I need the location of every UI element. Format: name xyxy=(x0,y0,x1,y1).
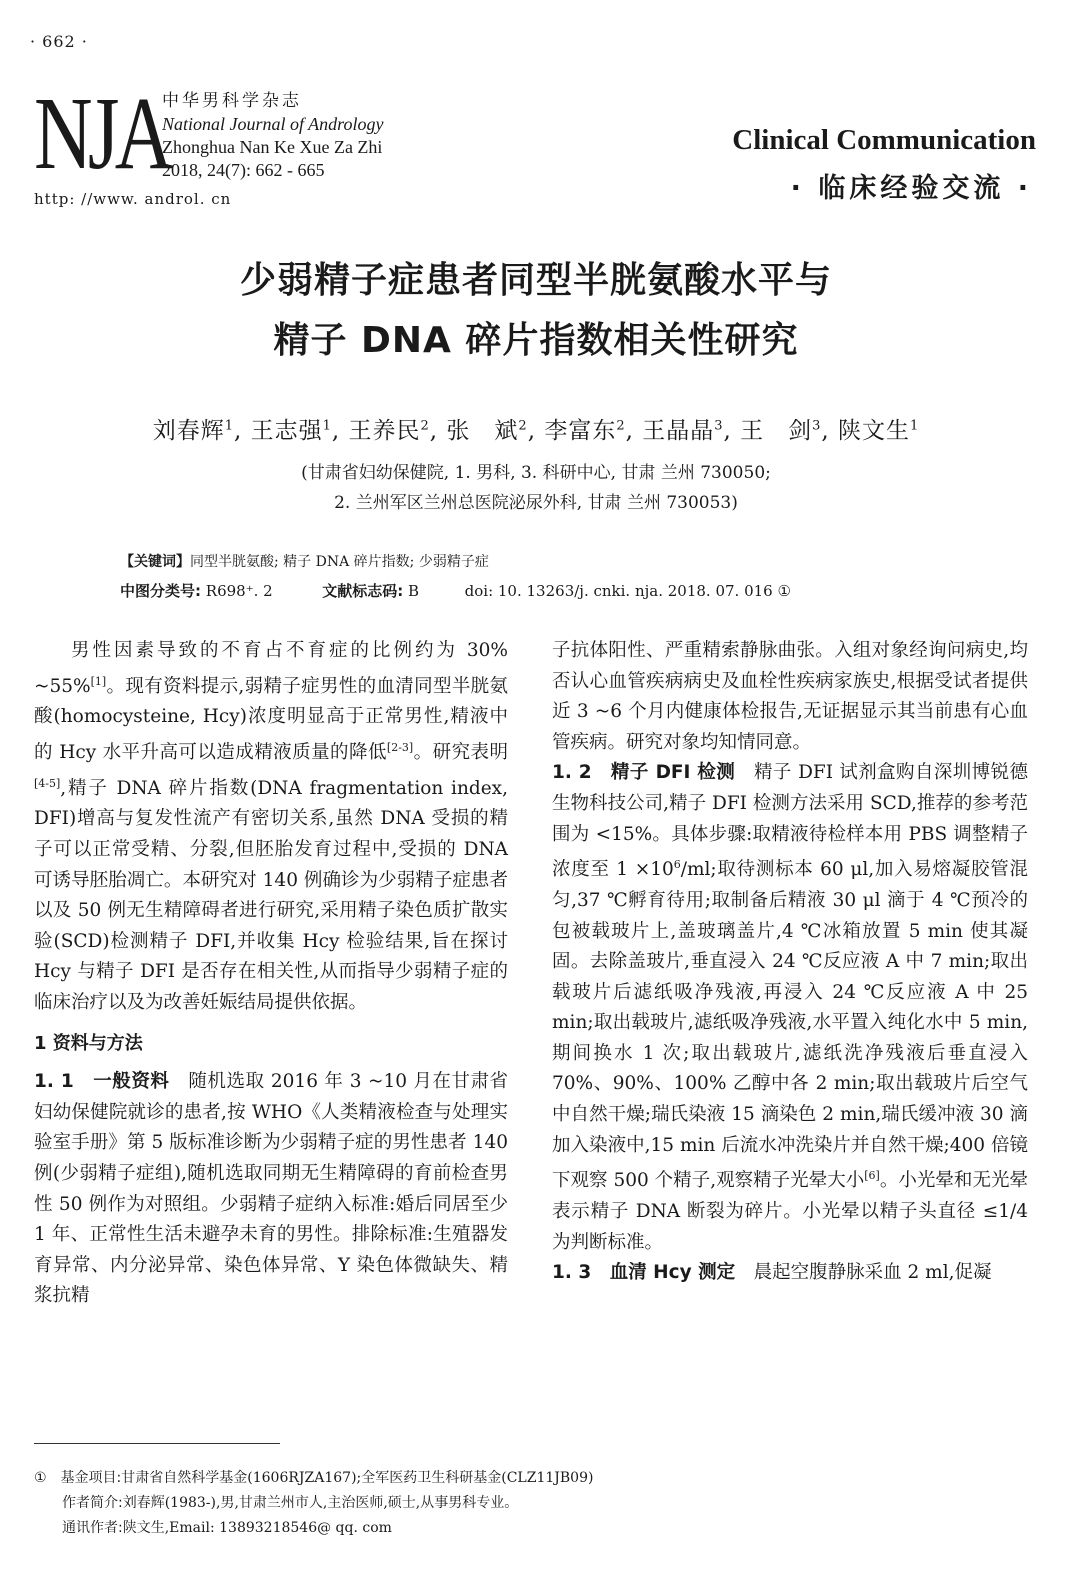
citation-ref: [6] xyxy=(864,1169,880,1183)
clc-value: R698⁺. 2 xyxy=(205,582,273,600)
author: 王 剑$^3$ xyxy=(740,418,822,444)
footnote-divider xyxy=(34,1443,280,1444)
intro-paragraph: 男性因素导致的不育占不育症的比例约为 30% ~55%[1]。现有资料提示,弱精子症男性的血清同型半胱氨酸(homocysteine, Hcy)浓度明显高于正常男性,精液中的 Hcy 水平升高可以造成精液质量的降低[2-3]。研究表明[4-5],精子 DNA 碎片指数(DNA fragmentation index, DFI)增高与复发性流产有密切关系,虽然 DNA 受损的精子可以正常受精、分裂,但胚胎发育过程中,受损的 DNA 可诱导胚胎凋亡。本研究对 140 例确诊为少弱精子症患者以及 50 例无生精障碍者进行研究,采用精子染色质扩散实验(SCD)检测精子 DFI,并收集 Hcy 检验结果,旨在探讨 Hcy 与精子 DFI 是否存在相关性,从而指导少弱精子症的临床治疗以及为改善妊娠结局提供依据。 xyxy=(34,640,508,1013)
citation-ref: [1] xyxy=(90,674,107,688)
journal-citation: 2018, 24(7): 662 - 665 xyxy=(162,160,325,180)
affiliation-line1: (甘肃省妇幼保健院, 1. 男科, 3. 科研中心, 甘肃 兰州 730050; xyxy=(301,463,771,483)
journal-name-en: National Journal of Andrology xyxy=(162,114,384,134)
author: 刘春辉$^1$ xyxy=(152,418,234,444)
doc-code-value: B xyxy=(408,582,420,600)
page-number: · 662 · xyxy=(30,32,88,51)
journal-url[interactable]: http: //www. androl. cn xyxy=(34,190,232,208)
section-label-en: Clinical Communication xyxy=(732,124,1036,156)
footnote-contact: 通讯作者:陕文生,Email: 13893218546@ qq. com xyxy=(62,1520,392,1536)
keywords-text: 同型半胱氨酸; 精子 DNA 碎片指数; 少弱精子症 xyxy=(190,554,489,570)
keywords xyxy=(120,551,489,571)
section-1-1-continued: 子抗体阳性、严重精索静脉曲张。入组对象经询问病史,均否认心血管疾病病史及血栓性疾病家族史,根据受试者提供近 3 ~6 个月内健康体检报告,无证据显示其当前患有心血管疾病。研究对象均知情同意。 xyxy=(552,640,1028,753)
footnote-fund: ① 基金项目:甘肃省自然科学基金(1606RJZA167);全军医药卫生科研基金(CLZ11JB09) xyxy=(34,1470,594,1486)
author: 陕文生$^1$ xyxy=(838,418,920,444)
subsection-heading: 1. 3 血清 Hcy 测定 xyxy=(552,1262,736,1284)
author: 张 斌$^2$ xyxy=(446,418,528,444)
journal-name-cn: 中华男科学杂志 xyxy=(162,91,302,111)
journal-info xyxy=(162,90,384,182)
article-title-line1: 少弱精子症患者同型半胱氨酸水平与 xyxy=(239,260,832,301)
journal-name-pinyin: Zhonghua Nan Ke Xue Za Zhi xyxy=(162,137,383,157)
author: 王养民$^2$ xyxy=(348,418,430,444)
author: 李富东$^2$ xyxy=(544,418,626,444)
doc-code-label: 文献标志码: xyxy=(322,582,404,600)
section-1-2: 1. 2 精子 DFI 检测 精子 DFI 试剂盒购自深圳博锐德生物科技公司,精子 DFI 检测方法采用 SCD,推荐的参考范围为 <15%。具体步骤:取精液待检样本用 PBS 调整精子浓度至 $1 \times 10^6/ml$;取待测标本 60 μl,加入易熔凝胶管混匀,37 ℃孵育待用;取制备后精液 30 μl 滴于 4 ℃预冷的包被载玻片上,盖玻璃盖片,4 ℃冰箱放置 5 min 使其凝固。去除盖玻片,垂直浸入 24 ℃反应液 A 中 7 min;取出载玻片后滤纸吸净残液,再浸入 24 ℃反应液 A 中 25 min;取出载玻片,滤纸吸净残液,水平置入纯化水中 5 min,期间换水 1 次;取出载玻片,滤纸洗净残液后垂直浸入 70%、90%、100% 乙醇中各 2 min;取出载玻片后空气中自然干燥;瑞氏染液 15 滴染色 2 min,瑞氏缓冲液 30 滴加入染液中,15 min 后流水冲洗染片并自然干燥;400 倍镜下观察 500 个精子,观察精子光晕大小[6]。小光晕和无光晕表示精子 DNA 断裂为碎片。小光晕以精子头直径 ≤1/4 为判断标准。 xyxy=(552,762,1028,1253)
section-1-1: 1. 1 一般资料 随机选取 2016 年 3 ~10 月在甘肃省妇幼保健院就诊的患者,按 WHO《人类精液检查与处理实验室手册》第 5 版标准诊断为少弱精子症的男性患者 140 例(少弱精子症组),随机选取同期无生精障碍的育前检查男性 50 例作为对照组。少弱精子症纳入标准:婚后同居至少 1 年、正常性生活未避孕未育的男性。排除标准:生殖器发育异常、内分泌异常、染色体异常、Y 染色体微缺失、精浆抗精 xyxy=(34,1071,509,1307)
footnote-author: 作者简介:刘春辉(1983-),男,甘肃兰州市人,主治医师,硕士,从事男科专业。 xyxy=(62,1495,519,1511)
footnotes xyxy=(34,1466,593,1541)
left-column xyxy=(34,636,508,1312)
subsection-heading: 1. 2 精子 DFI 检测 xyxy=(552,762,736,784)
article-title-line2: 精子 DNA 碎片指数相关性研究 xyxy=(273,320,799,361)
author: 王志强$^1$ xyxy=(250,418,332,444)
affiliation-line2: 2. 兰州军区兰州总医院泌尿外科, 甘肃 兰州 730053) xyxy=(334,493,738,513)
author: 王晶晶$^3$ xyxy=(642,418,724,444)
subsection-heading: 1. 1 一般资料 xyxy=(34,1071,170,1093)
section-label-cn: · 临床经验交流 · xyxy=(790,173,1032,204)
journal-logo: NJA xyxy=(34,76,169,191)
citation-ref: [2-3] xyxy=(386,740,414,754)
right-column xyxy=(552,636,1028,1289)
classification-line xyxy=(120,580,791,601)
section-heading-methods: 1 资料与方法 xyxy=(34,1032,143,1054)
keywords-label: 【关键词】 xyxy=(120,554,190,570)
doi: doi: 10. 13263/j. cnki. nja. 2018. 07. 016 ① xyxy=(464,582,791,600)
author-list: 刘春辉$^1$, 王志强$^1$, 王养民$^2$, 张 斌$^2$, 李富东$^2$, 王晶晶$^3$, 王 剑$^3$, 陕文生$^1$ xyxy=(152,418,920,444)
section-1-3: 1. 3 血清 Hcy 测定 晨起空腹静脉采血 2 ml,促凝 xyxy=(552,1262,992,1284)
clc-label: 中图分类号: xyxy=(120,582,201,600)
citation-ref: [4-5] xyxy=(34,776,61,790)
